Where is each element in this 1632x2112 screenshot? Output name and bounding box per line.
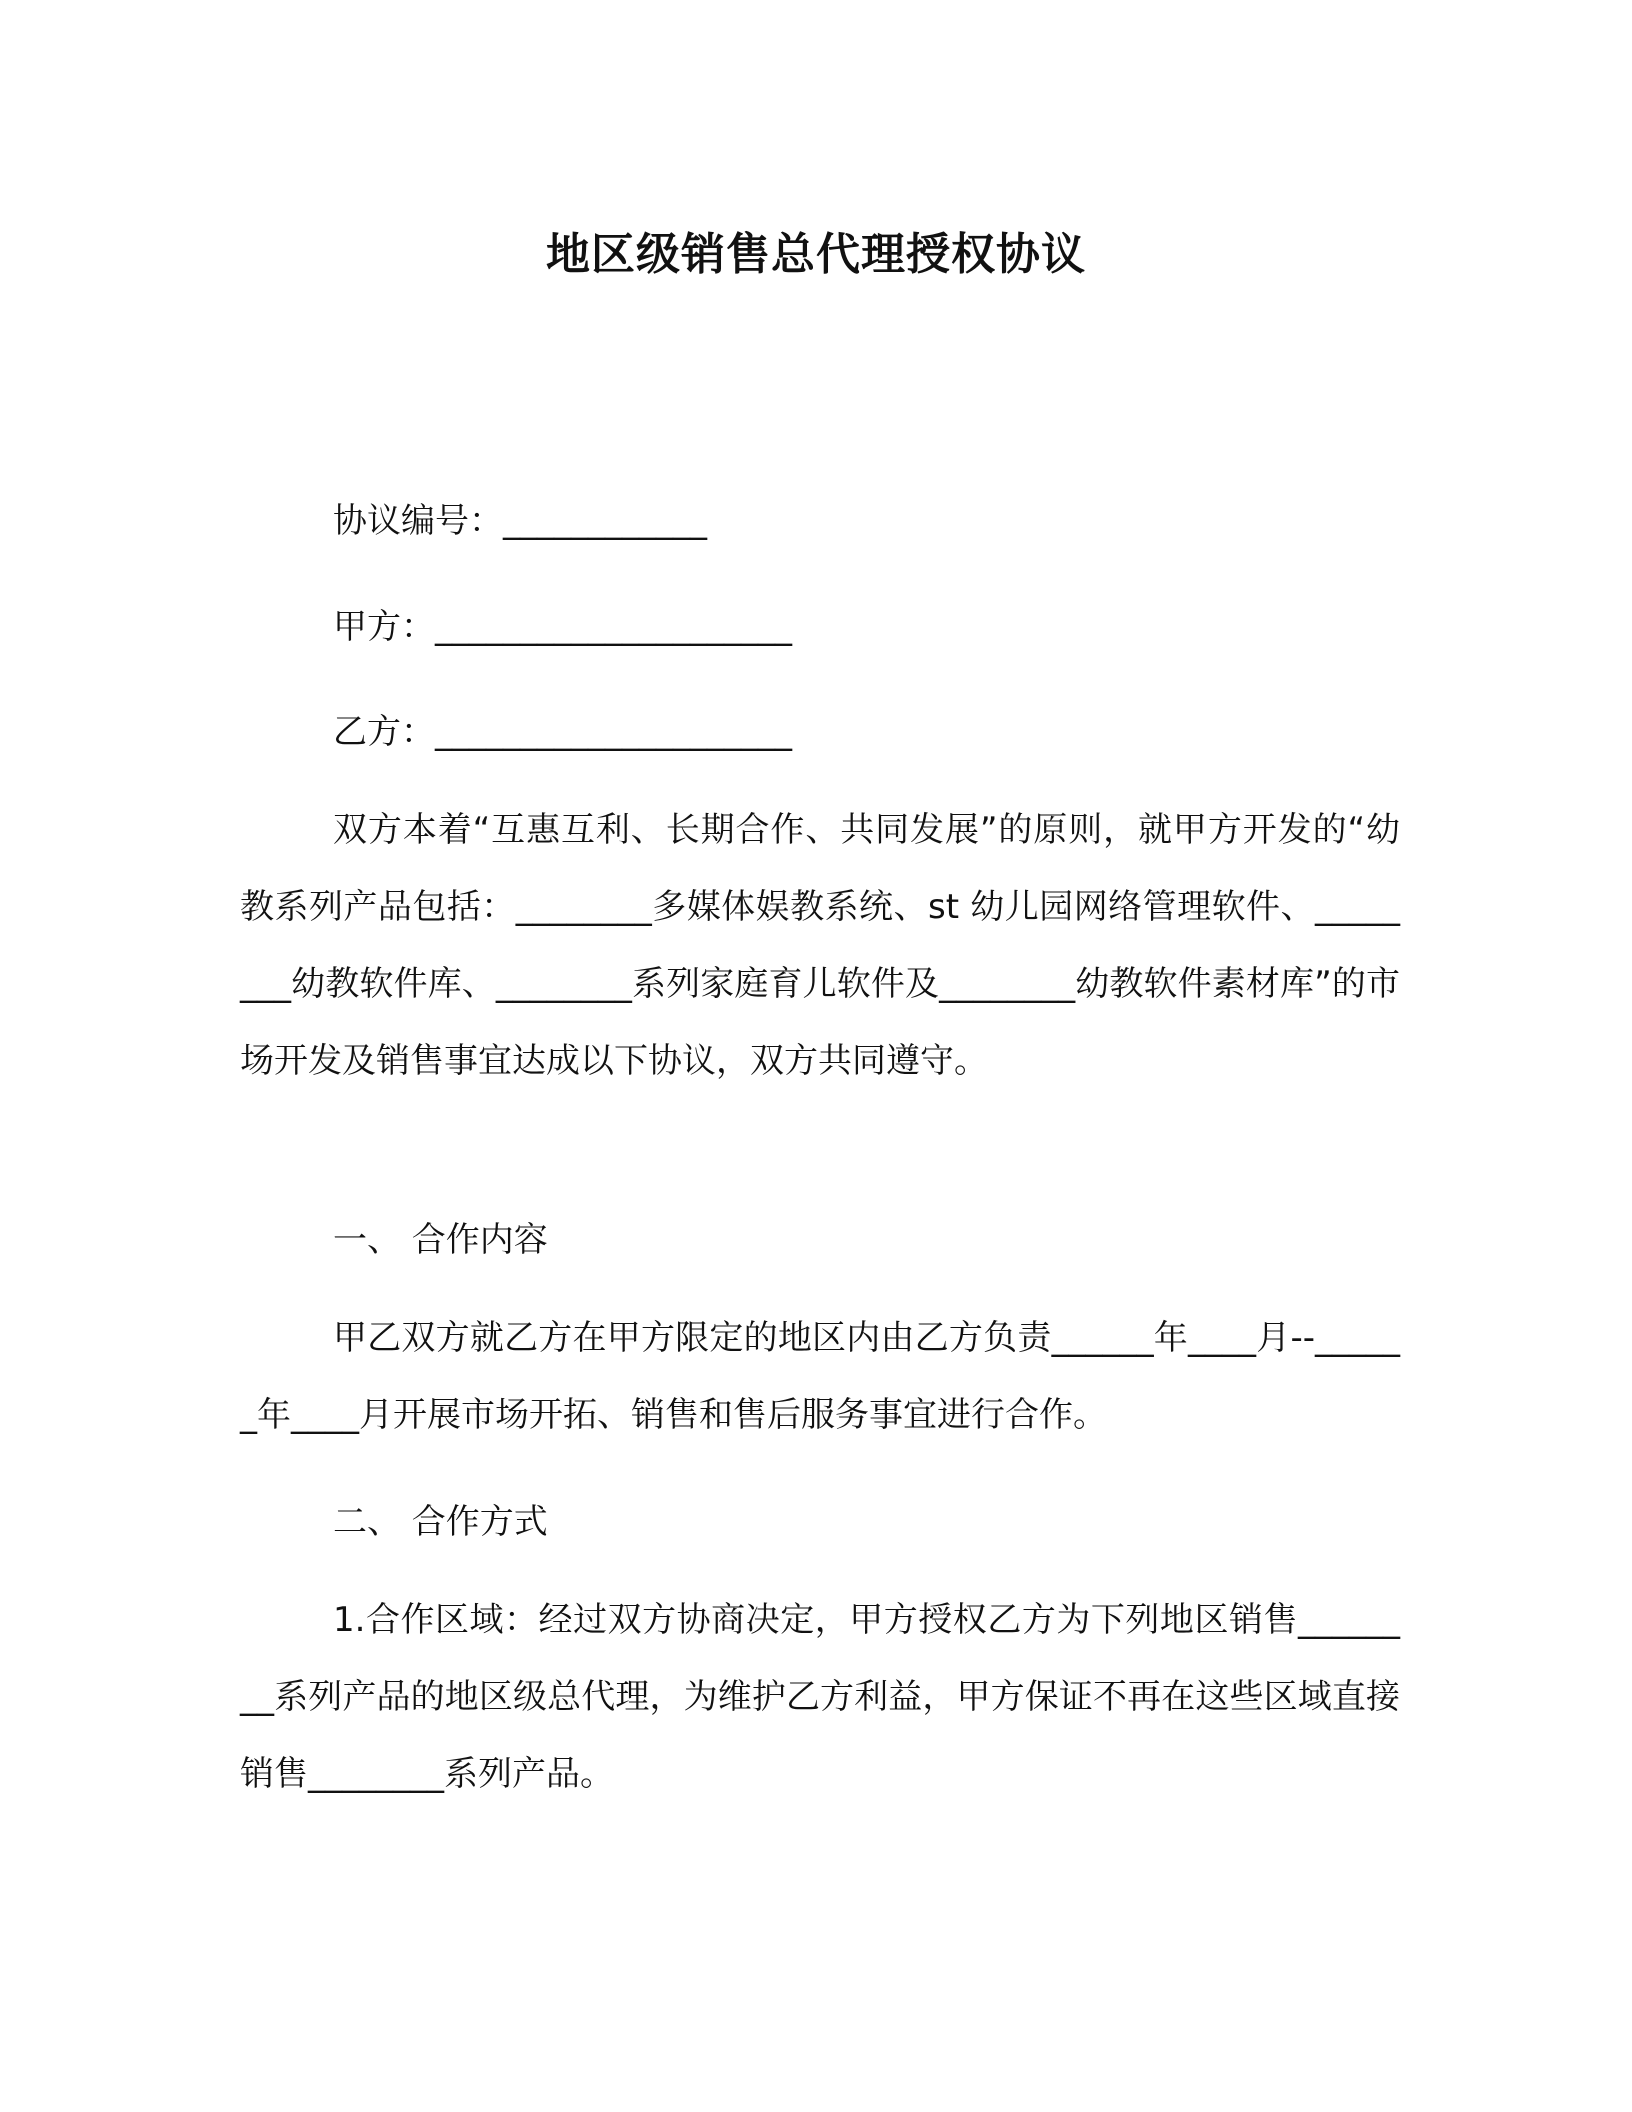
section-1-body: 甲乙双方就乙方在甲方限定的地区内由乙方负责______年____月--______年____月开展市场开拓、销售和售后服务事宜进行合作。 (240, 1318, 1400, 1435)
section-2-heading: 二、 合作方式 (333, 1502, 548, 1542)
document-title: 地区级销售总代理授权协议 (546, 229, 1086, 280)
intro-paragraph: 双方本着“互惠互利、长期合作、共同发展”的原则，就甲方开发的“幼教系列产品包括：________多媒体娱教系统、st 幼儿园网络管理软件、________幼教软件库、________系列家庭育儿软件及________幼教软件素材库”的市场开发及销售事宜达成以下协议，双方共同遵守。 (240, 810, 1400, 1081)
party-b-field: 乙方：_____________________ (333, 712, 792, 752)
section-2-item-1: 1.合作区域：经过双方协商决定，甲方授权乙方为下列地区销售________系列产品的地区级总代理，为维护乙方利益，甲方保证不再在这些区域直接销售________系列产品。 (240, 1600, 1400, 1794)
section-1-heading: 一、 合作内容 (333, 1220, 548, 1260)
agreement-number-field: 协议编号：____________ (333, 501, 707, 541)
party-a-field: 甲方：_____________________ (333, 607, 792, 647)
